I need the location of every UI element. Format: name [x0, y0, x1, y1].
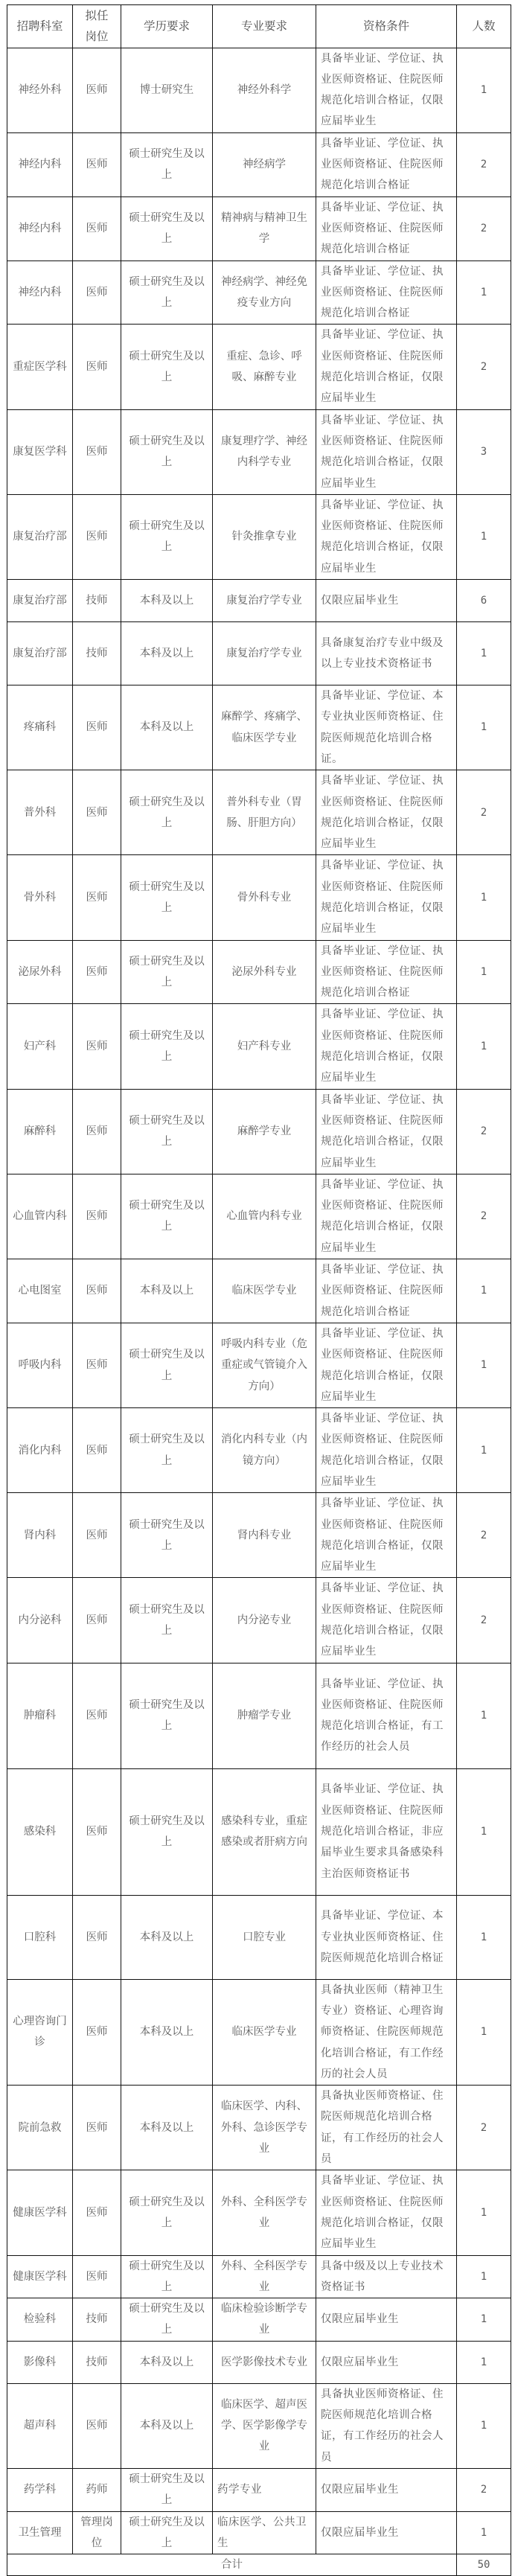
cell-education: 硕士研究生及以上 [121, 494, 213, 579]
cell-position: 技师 [73, 2341, 121, 2383]
cell-department: 神经外科 [7, 48, 73, 132]
cell-qualification: 具备毕业证、学位证、执业医师资格证、住院医师规范化培训合格证 [316, 196, 457, 261]
cell-count: 1 [457, 2383, 511, 2468]
table-row [7, 494, 511, 579]
table-row [7, 770, 511, 855]
cell-count: 1 [457, 2341, 511, 2383]
cell-position: 医师 [73, 940, 121, 1004]
cell-count: 2 [457, 1493, 511, 1578]
cell-education: 硕士研究生及以上 [121, 1089, 213, 1174]
cell-count: 2 [457, 132, 511, 196]
cell-qualification: 具备毕业证、学位证、执业医师资格证、住院医师规范化培训合格证，仅限应届毕业生 [316, 409, 457, 494]
table-row [7, 580, 511, 622]
cell-position: 管理岗位 [73, 2511, 121, 2554]
cell-education: 硕士研究生及以上 [121, 2298, 213, 2342]
cell-major: 肿瘤学专业 [213, 1663, 316, 1768]
cell-major: 消化内科专业（内镜方向） [213, 1408, 316, 1493]
cell-count: 1 [457, 2170, 511, 2255]
cell-major: 内分泌专业 [213, 1578, 316, 1663]
cell-education: 本科及以上 [121, 2341, 213, 2383]
table-row [7, 940, 511, 1004]
cell-education: 本科及以上 [121, 685, 213, 770]
cell-qualification: 具备毕业证、学位证、执业医师资格证、住院医师规范化培训合格证 [316, 261, 457, 325]
cell-qualification: 具备毕业证、学位证、执业医师资格证、住院医师规范化培训合格证，仅限应届毕业生 [316, 1004, 457, 1089]
cell-education: 本科及以上 [121, 580, 213, 622]
cell-major: 麻醉学、疼痛学、临床医学专业 [213, 685, 316, 770]
cell-major: 针灸推拿专业 [213, 494, 316, 579]
cell-major: 泌尿外科专业 [213, 940, 316, 1004]
cell-count: 1 [457, 685, 511, 770]
cell-education: 硕士研究生及以上 [121, 325, 213, 409]
cell-position: 医师 [73, 2255, 121, 2298]
cell-education: 本科及以上 [121, 2086, 213, 2170]
table-row [7, 1768, 511, 1895]
table-row [7, 1174, 511, 1259]
cell-count: 1 [457, 261, 511, 325]
cell-department: 康复医学科 [7, 409, 73, 494]
cell-qualification: 具备毕业证、学位证、执业医师资格证、住院医师规范化培训合格证，有工作经历的社会人员 [316, 1663, 457, 1768]
cell-count: 2 [457, 1578, 511, 1663]
cell-education: 硕士研究生及以上 [121, 1663, 213, 1768]
cell-position: 医师 [73, 261, 121, 325]
cell-major: 普外科专业（胃肠、肝胆方向） [213, 770, 316, 855]
cell-qualification: 具备毕业证、学位证、本专业执业医师资格证、住院医师规范化培训合格证 [316, 1895, 457, 1979]
cell-education: 硕士研究生及以上 [121, 1408, 213, 1493]
cell-department: 神经内科 [7, 261, 73, 325]
cell-position: 医师 [73, 494, 121, 579]
cell-position: 医师 [73, 48, 121, 132]
table-row [7, 855, 511, 940]
cell-major: 麻醉学专业 [213, 1089, 316, 1174]
table-row [7, 48, 511, 132]
cell-count: 1 [457, 2255, 511, 2298]
cell-count: 2 [457, 1089, 511, 1174]
table-header-row [7, 5, 511, 48]
cell-qualification: 具备毕业证、学位证、本专业执业医师资格证、住院医师规范化培训合格证。 [316, 685, 457, 770]
cell-department: 妇产科 [7, 1004, 73, 1089]
cell-count: 3 [457, 409, 511, 494]
cell-count: 1 [457, 1408, 511, 1493]
cell-count: 1 [457, 1895, 511, 1979]
cell-department: 重症医学科 [7, 325, 73, 409]
table-row [7, 1408, 511, 1493]
table-row [7, 132, 511, 196]
cell-qualification: 具备毕业证、学位证、执业医师资格证、住院医师规范化培训合格证，仅限应届毕业生 [316, 494, 457, 579]
table-row [7, 1323, 511, 1407]
header-department: 招聘科室 [7, 5, 73, 48]
cell-department: 疼痛科 [7, 685, 73, 770]
cell-qualification: 具备康复治疗专业中级及以上专业技术资格证书 [316, 622, 457, 685]
cell-count: 2 [457, 2468, 511, 2511]
cell-position: 医师 [73, 1089, 121, 1174]
cell-education: 硕士研究生及以上 [121, 2255, 213, 2298]
cell-position: 医师 [73, 1408, 121, 1493]
cell-major: 骨外科专业 [213, 855, 316, 940]
cell-count: 1 [457, 1004, 511, 1089]
table-body [7, 48, 511, 2554]
cell-department: 肿瘤科 [7, 1663, 73, 1768]
header-major: 专业要求 [213, 5, 316, 48]
cell-position: 医师 [73, 132, 121, 196]
table-row [7, 622, 511, 685]
cell-major: 呼吸内科专业（危重症或气管镜介入方向） [213, 1323, 316, 1407]
cell-position: 医师 [73, 855, 121, 940]
cell-qualification: 具备毕业证、学位证、执业医师资格证、住院医师规范化培训合格证，仅限应届毕业生 [316, 1174, 457, 1259]
cell-education: 硕士研究生及以上 [121, 770, 213, 855]
cell-count: 1 [457, 1663, 511, 1768]
cell-major: 心血管内科专业 [213, 1174, 316, 1259]
cell-department: 口腔科 [7, 1895, 73, 1979]
cell-qualification: 具备毕业证、学位证、执业医师资格证、住院医师规范化培训合格证，仅限应届毕业生 [316, 1578, 457, 1663]
cell-qualification: 具备毕业证、学位证、执业医师资格证、住院医师规范化培训合格证 [316, 1259, 457, 1323]
cell-qualification: 仅限应届毕业生 [316, 2468, 457, 2511]
cell-department: 心理咨询门诊 [7, 1979, 73, 2085]
cell-education: 硕士研究生及以上 [121, 132, 213, 196]
table-row [7, 1089, 511, 1174]
cell-major: 临床医学、公共卫生 [213, 2511, 316, 2554]
cell-department: 检验科 [7, 2298, 73, 2342]
cell-major: 临床医学专业 [213, 1259, 316, 1323]
cell-education: 硕士研究生及以上 [121, 1323, 213, 1407]
cell-position: 医师 [73, 2383, 121, 2468]
cell-count: 2 [457, 1174, 511, 1259]
cell-position: 技师 [73, 580, 121, 622]
cell-position: 医师 [73, 685, 121, 770]
cell-education: 硕士研究生及以上 [121, 1004, 213, 1089]
cell-department: 神经内科 [7, 132, 73, 196]
cell-education: 硕士研究生及以上 [121, 940, 213, 1004]
cell-qualification: 具备执业医师资格证、住院医师规范化培训合格证，有工作经历的社会人员 [316, 2086, 457, 2170]
cell-count: 1 [457, 1979, 511, 2085]
cell-education: 本科及以上 [121, 2383, 213, 2468]
cell-department: 消化内科 [7, 1408, 73, 1493]
cell-qualification: 具备毕业证、学位证、执业医师资格证、住院医师规范化培训合格证，仅限应届毕业生 [316, 1408, 457, 1493]
cell-count: 2 [457, 325, 511, 409]
cell-major: 神经病学 [213, 132, 316, 196]
cell-education: 博士研究生 [121, 48, 213, 132]
cell-qualification: 仅限应届毕业生 [316, 2341, 457, 2383]
cell-count: 1 [457, 494, 511, 579]
header-count: 人数 [457, 5, 511, 48]
cell-position: 技师 [73, 622, 121, 685]
cell-department: 院前急救 [7, 2086, 73, 2170]
cell-count: 2 [457, 196, 511, 261]
total-count: 50 [457, 2554, 511, 2576]
cell-education: 本科及以上 [121, 1895, 213, 1979]
cell-major: 肾内科专业 [213, 1493, 316, 1578]
table-row [7, 1663, 511, 1768]
cell-position: 医师 [73, 1663, 121, 1768]
cell-count: 6 [457, 580, 511, 622]
cell-position: 医师 [73, 1004, 121, 1089]
cell-count: 1 [457, 622, 511, 685]
cell-education: 硕士研究生及以上 [121, 2511, 213, 2554]
cell-major: 康复治疗学专业 [213, 580, 316, 622]
cell-count: 1 [457, 1768, 511, 1895]
cell-count: 2 [457, 2086, 511, 2170]
cell-major: 康复理疗学、神经内科学专业 [213, 409, 316, 494]
cell-position: 药师 [73, 2468, 121, 2511]
cell-department: 内分泌科 [7, 1578, 73, 1663]
cell-position: 医师 [73, 1768, 121, 1895]
cell-qualification: 具备执业医师（精神卫生专业）资格证、心理咨询师资格证、住院医师规范化培训合格证，有工作经历的社会人员 [316, 1979, 457, 2085]
table-row [7, 2341, 511, 2383]
cell-major: 临床医学、超声医学、医学影像学专业 [213, 2383, 316, 2468]
cell-qualification: 仅限应届毕业生 [316, 2298, 457, 2342]
table-row [7, 2298, 511, 2342]
table-row [7, 685, 511, 770]
total-row [7, 2554, 511, 2576]
table-row [7, 1979, 511, 2085]
table-row [7, 2383, 511, 2468]
table-row [7, 2170, 511, 2255]
cell-position: 医师 [73, 1259, 121, 1323]
cell-education: 硕士研究生及以上 [121, 855, 213, 940]
cell-position: 医师 [73, 770, 121, 855]
cell-major: 康复治疗学专业 [213, 622, 316, 685]
cell-position: 医师 [73, 2086, 121, 2170]
table-row [7, 1895, 511, 1979]
cell-position: 医师 [73, 1323, 121, 1407]
cell-major: 临床医学、内科、外科、急诊医学专业 [213, 2086, 316, 2170]
cell-qualification: 具备中级及以上专业技术资格证书 [316, 2255, 457, 2298]
cell-department: 麻醉科 [7, 1089, 73, 1174]
cell-department: 感染科 [7, 1768, 73, 1895]
cell-education: 硕士研究生及以上 [121, 2170, 213, 2255]
table-row [7, 2086, 511, 2170]
cell-department: 心血管内科 [7, 1174, 73, 1259]
cell-qualification: 具备毕业证、学位证、执业医师资格证、住院医师规范化培训合格证，仅限应届毕业生 [316, 855, 457, 940]
cell-qualification: 仅限应届毕业生 [316, 580, 457, 622]
cell-education: 本科及以上 [121, 1259, 213, 1323]
cell-major: 临床医学专业 [213, 1979, 316, 2085]
cell-position: 技师 [73, 2298, 121, 2342]
cell-qualification: 具备毕业证、学位证、执业医师资格证、住院医师规范化培训合格证，仅限应届毕业生 [316, 770, 457, 855]
cell-position: 医师 [73, 409, 121, 494]
recruitment-table [7, 4, 511, 2576]
cell-qualification: 具备毕业证、学位证、执业医师资格证、住院医师规范化培训合格证 [316, 940, 457, 1004]
cell-qualification: 具备毕业证、学位证、执业医师资格证、住院医师规范化培训合格证，仅限应届毕业生 [316, 1323, 457, 1407]
table-row [7, 409, 511, 494]
cell-education: 硕士研究生及以上 [121, 409, 213, 494]
cell-position: 医师 [73, 2170, 121, 2255]
cell-education: 硕士研究生及以上 [121, 1493, 213, 1578]
cell-position: 医师 [73, 1493, 121, 1578]
cell-department: 康复治疗部 [7, 494, 73, 579]
cell-count: 2 [457, 770, 511, 855]
table-row [7, 2255, 511, 2298]
cell-count: 1 [457, 2511, 511, 2554]
cell-position: 医师 [73, 325, 121, 409]
cell-qualification: 具备毕业证、学位证、执业医师资格证、住院医师规范化培训合格证，仅限应届毕业生 [316, 325, 457, 409]
table-row [7, 1259, 511, 1323]
cell-major: 妇产科专业 [213, 1004, 316, 1089]
cell-major: 神经病学、神经免疫专业方向 [213, 261, 316, 325]
cell-count: 1 [457, 1259, 511, 1323]
cell-major: 临床检验诊断学专业 [213, 2298, 316, 2342]
cell-position: 医师 [73, 1979, 121, 2085]
cell-qualification: 具备毕业证、学位证、执业医师资格证、住院医师规范化培训合格证，仅限应届毕业生 [316, 1089, 457, 1174]
cell-department: 神经内科 [7, 196, 73, 261]
cell-position: 医师 [73, 1578, 121, 1663]
cell-count: 1 [457, 2298, 511, 2342]
cell-qualification: 具备执业医师资格证、住院医师规范化培训合格证，有工作经历的社会人员 [316, 2383, 457, 2468]
cell-department: 肾内科 [7, 1493, 73, 1578]
table-row [7, 2468, 511, 2511]
cell-position: 医师 [73, 1895, 121, 1979]
table-row [7, 1578, 511, 1663]
header-position: 拟任岗位 [73, 5, 121, 48]
cell-department: 康复治疗部 [7, 580, 73, 622]
cell-education: 本科及以上 [121, 1979, 213, 2085]
cell-qualification: 具备毕业证、学位证、执业医师资格证、住院医师规范化培训合格证，仅限应届毕业生 [316, 48, 457, 132]
cell-count: 1 [457, 1323, 511, 1407]
recruitment-table-container [7, 4, 511, 2576]
cell-department: 卫生管理 [7, 2511, 73, 2554]
cell-count: 1 [457, 48, 511, 132]
cell-position: 医师 [73, 196, 121, 261]
cell-major: 精神病与精神卫生学 [213, 196, 316, 261]
cell-count: 1 [457, 940, 511, 1004]
cell-count: 1 [457, 855, 511, 940]
cell-department: 普外科 [7, 770, 73, 855]
cell-major: 重症、急诊、呼吸、麻醉专业 [213, 325, 316, 409]
cell-education: 硕士研究生及以上 [121, 1768, 213, 1895]
cell-qualification: 仅限应届毕业生 [316, 2511, 457, 2554]
cell-department: 骨外科 [7, 855, 73, 940]
cell-education: 硕士研究生及以上 [121, 1174, 213, 1259]
cell-education: 硕士研究生及以上 [121, 196, 213, 261]
cell-qualification: 具备毕业证、学位证、执业医师资格证、住院医师规范化培训合格证 [316, 132, 457, 196]
cell-department: 影像科 [7, 2341, 73, 2383]
cell-department: 健康医学科 [7, 2255, 73, 2298]
cell-education: 硕士研究生及以上 [121, 2468, 213, 2511]
cell-major: 外科、全科医学专业 [213, 2255, 316, 2298]
cell-qualification: 具备毕业证、学位证、执业医师资格证、住院医师规范化培训合格证，仅限应届毕业生 [316, 2170, 457, 2255]
table-row [7, 196, 511, 261]
table-row [7, 2511, 511, 2554]
cell-position: 医师 [73, 1174, 121, 1259]
cell-major: 神经外科学 [213, 48, 316, 132]
cell-major: 外科、全科医学专业 [213, 2170, 316, 2255]
cell-major: 医学影像技术专业 [213, 2341, 316, 2383]
cell-education: 硕士研究生及以上 [121, 261, 213, 325]
table-row [7, 1493, 511, 1578]
cell-major: 药学专业 [213, 2468, 316, 2511]
table-row [7, 325, 511, 409]
cell-department: 药学科 [7, 2468, 73, 2511]
cell-department: 超声科 [7, 2383, 73, 2468]
cell-department: 康复治疗部 [7, 622, 73, 685]
cell-qualification: 具备毕业证、学位证、执业医师资格证、住院医师规范化培训合格证，非应届毕业生要求具备感染科主治医师资格证书 [316, 1768, 457, 1895]
total-label: 合计 [7, 2554, 457, 2576]
table-row [7, 1004, 511, 1089]
cell-department: 心电图室 [7, 1259, 73, 1323]
cell-major: 感染科专业，重症感染或者肝病方向 [213, 1768, 316, 1895]
cell-department: 健康医学科 [7, 2170, 73, 2255]
header-education: 学历要求 [121, 5, 213, 48]
cell-qualification: 具备毕业证、学位证、执业医师资格证、住院医师规范化培训合格证，仅限应届毕业生 [316, 1493, 457, 1578]
cell-department: 泌尿外科 [7, 940, 73, 1004]
cell-department: 呼吸内科 [7, 1323, 73, 1407]
table-row [7, 261, 511, 325]
header-qualification: 资格条件 [316, 5, 457, 48]
cell-education: 本科及以上 [121, 622, 213, 685]
cell-major: 口腔专业 [213, 1895, 316, 1979]
cell-education: 硕士研究生及以上 [121, 1578, 213, 1663]
